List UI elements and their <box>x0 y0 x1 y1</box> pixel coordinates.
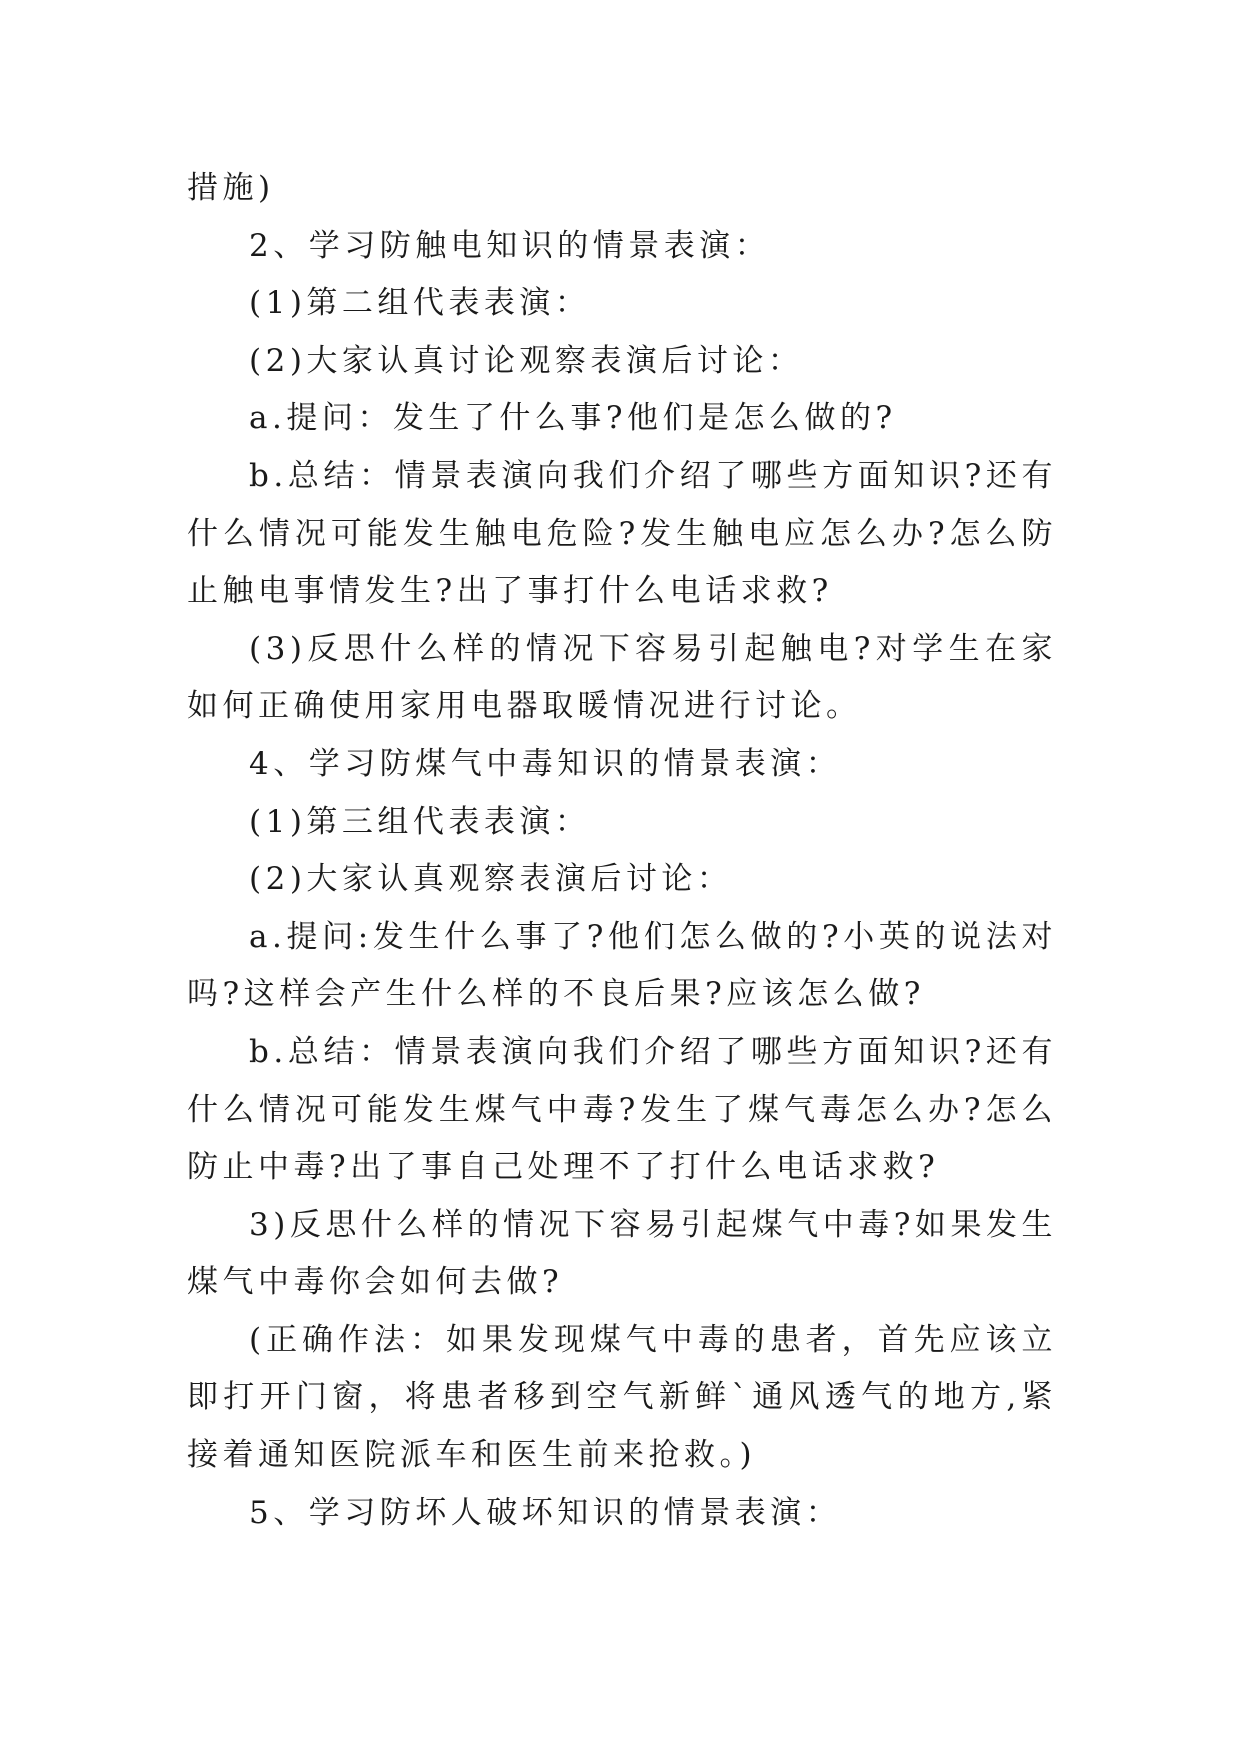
item-group-two-performs: (1)第二组代表表演： <box>249 285 591 322</box>
heading-gas-poisoning-skit: 4、学习防煤气中毒知识的情景表演： <box>249 745 842 782</box>
item-summary-electric: b.总结：情景表演向我们介绍了哪些方面知识?还有什么情况可能发生触电危险?发生触电应怎么办?怎么防止触电事情发生?出了事打什么电话求救? <box>187 457 1057 610</box>
heading-bad-people-skit: 5、学习防坏人破坏知识的情景表演： <box>249 1494 842 1531</box>
item-reflection-gas: 3)反思什么样的情况下容易引起煤气中毒?如果发生煤气中毒你会如何去做? <box>187 1206 1057 1301</box>
item-question-gas: a.提问:发生什么事了?他们怎么做的?小英的说法对吗?这样会产生什么样的不良后果?应该怎么做? <box>187 918 1057 1013</box>
item-discussion-electric: (2)大家认真讨论观察表演后讨论： <box>249 342 804 379</box>
item-discussion-gas: (2)大家认真观察表演后讨论： <box>249 861 733 898</box>
document-body <box>187 160 1057 1542</box>
item-summary-gas: b.总结：情景表演向我们介绍了哪些方面知识?还有什么情况可能发生煤气中毒?发生了煤气毒怎么办?怎么防止中毒?出了事自己处理不了打什么电话求救? <box>187 1033 1057 1186</box>
item-reflection-electric: (3)反思什么样的情况下容易引起触电?对学生在家如何正确使用家用电器取暖情况进行讨论。 <box>187 630 1057 725</box>
heading-electric-shock-skit: 2、学习防触电知识的情景表演： <box>249 227 771 264</box>
item-question-electric: a.提问：发生了什么事?他们是怎么做的? <box>249 400 897 437</box>
item-correct-method: (正确作法：如果发现煤气中毒的患者，首先应该立即打开门窗，将患者移到空气新鲜`通风透气的地方,紧接着通知医院派车和医生前来抢救。) <box>187 1321 1057 1474</box>
paragraph-measures-end: 措施) <box>187 170 275 206</box>
item-group-three-performs: (1)第三组代表表演： <box>249 803 591 840</box>
